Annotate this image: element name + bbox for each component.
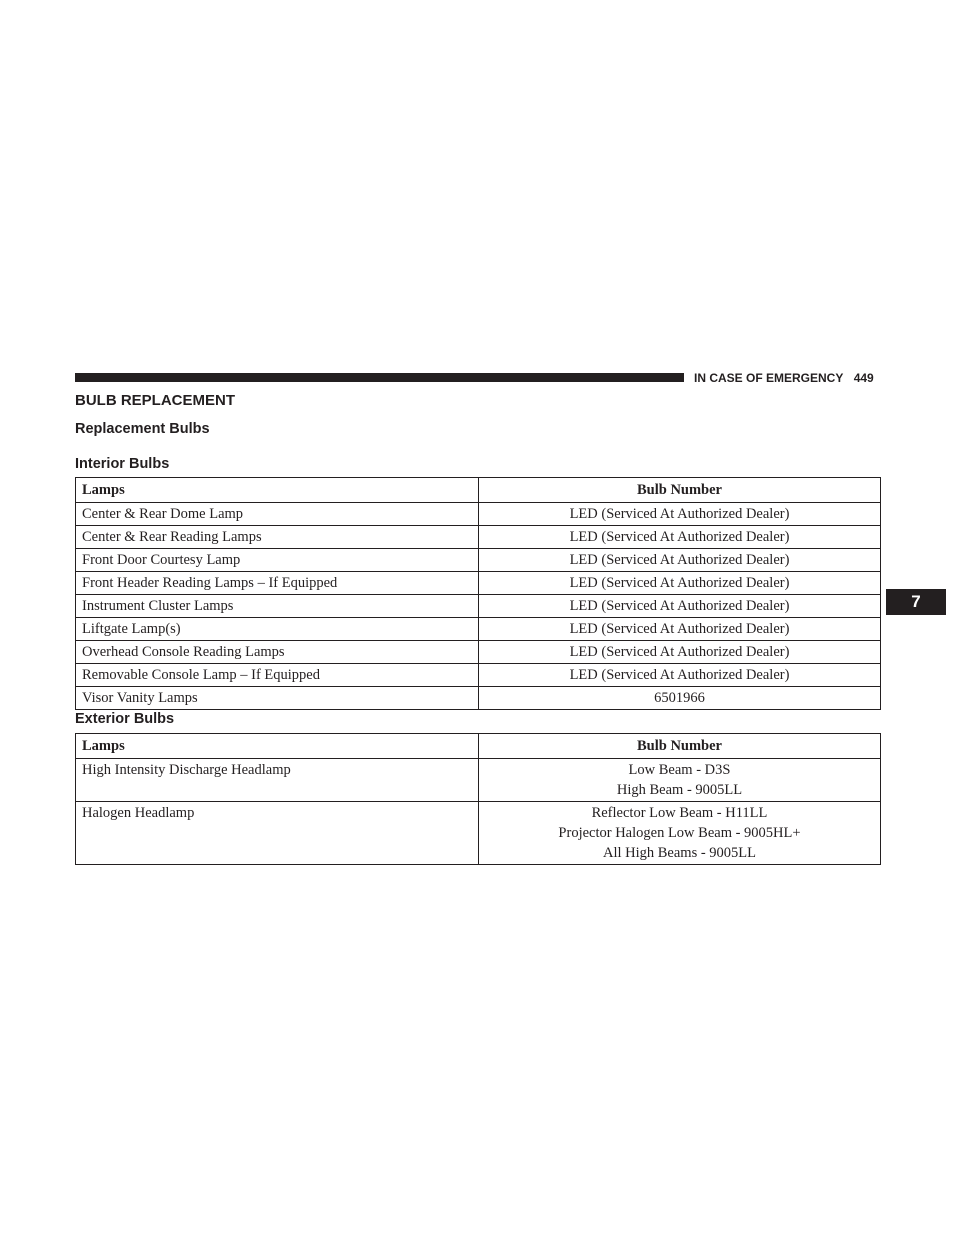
table-header-row	[76, 478, 881, 503]
bulb-number-cell: LED (Serviced At Authorized Dealer)	[479, 664, 881, 687]
bulb-number-cell: 6501966	[479, 687, 881, 710]
subtitle: Replacement Bulbs	[75, 421, 210, 437]
table-row	[76, 618, 881, 641]
bulb-number-cell	[479, 759, 881, 802]
bulb-number-cell: LED (Serviced At Authorized Dealer)	[479, 618, 881, 641]
lamp-cell: Center & Rear Dome Lamp	[76, 503, 479, 526]
table-row	[76, 802, 881, 865]
page-number: 449	[853, 371, 874, 385]
bulb-number-line: Low Beam - D3S	[628, 762, 731, 778]
table-header-row	[76, 734, 881, 759]
lamp-cell: Halogen Headlamp	[76, 802, 479, 865]
table-row	[76, 687, 881, 710]
bulb-number-cell: LED (Serviced At Authorized Dealer)	[479, 503, 881, 526]
table-row	[76, 664, 881, 687]
interior-bulbs-table	[75, 477, 881, 710]
lamp-cell: Front Header Reading Lamps – If Equipped	[76, 572, 479, 595]
bulb-number-line: All High Beams - 9005LL	[602, 845, 757, 861]
interior-heading: Interior Bulbs	[75, 456, 170, 472]
table-row	[76, 759, 881, 802]
table-row	[76, 595, 881, 618]
lamp-cell: High Intensity Discharge Headlamp	[76, 759, 479, 802]
column-header-lamps: Lamps	[76, 478, 479, 503]
bulb-number-line: Reflector Low Beam - H11LL	[591, 805, 768, 821]
page-title: BULB REPLACEMENT	[75, 392, 235, 409]
lamp-cell: Overhead Console Reading Lamps	[76, 641, 479, 664]
table-row	[76, 572, 881, 595]
bulb-number-line: High Beam - 9005LL	[616, 782, 743, 798]
column-header-bulb-number: Bulb Number	[479, 734, 881, 759]
header-rule	[75, 373, 684, 382]
bulb-number-cell: LED (Serviced At Authorized Dealer)	[479, 526, 881, 549]
bulb-number-line: Projector Halogen Low Beam - 9005HL+	[558, 825, 801, 841]
bulb-number-cell: LED (Serviced At Authorized Dealer)	[479, 595, 881, 618]
table-row	[76, 641, 881, 664]
exterior-heading: Exterior Bulbs	[75, 711, 175, 727]
bulb-number-cell: LED (Serviced At Authorized Dealer)	[479, 549, 881, 572]
table-row	[76, 526, 881, 549]
column-header-bulb-number: Bulb Number	[479, 478, 881, 503]
chapter-tab: 7	[886, 589, 946, 615]
bulb-number-cell: LED (Serviced At Authorized Dealer)	[479, 641, 881, 664]
lamp-cell: Front Door Courtesy Lamp	[76, 549, 479, 572]
lamp-cell: Center & Rear Reading Lamps	[76, 526, 479, 549]
lamp-cell: Liftgate Lamp(s)	[76, 618, 479, 641]
lamp-cell: Visor Vanity Lamps	[76, 687, 479, 710]
page-header	[694, 369, 874, 387]
section-title: IN CASE OF EMERGENCY	[694, 371, 844, 385]
exterior-bulbs-table	[75, 733, 881, 865]
lamp-cell: Instrument Cluster Lamps	[76, 595, 479, 618]
bulb-number-cell	[479, 802, 881, 865]
bulb-number-cell: LED (Serviced At Authorized Dealer)	[479, 572, 881, 595]
table-row	[76, 503, 881, 526]
table-row	[76, 549, 881, 572]
column-header-lamps: Lamps	[76, 734, 479, 759]
lamp-cell: Removable Console Lamp – If Equipped	[76, 664, 479, 687]
